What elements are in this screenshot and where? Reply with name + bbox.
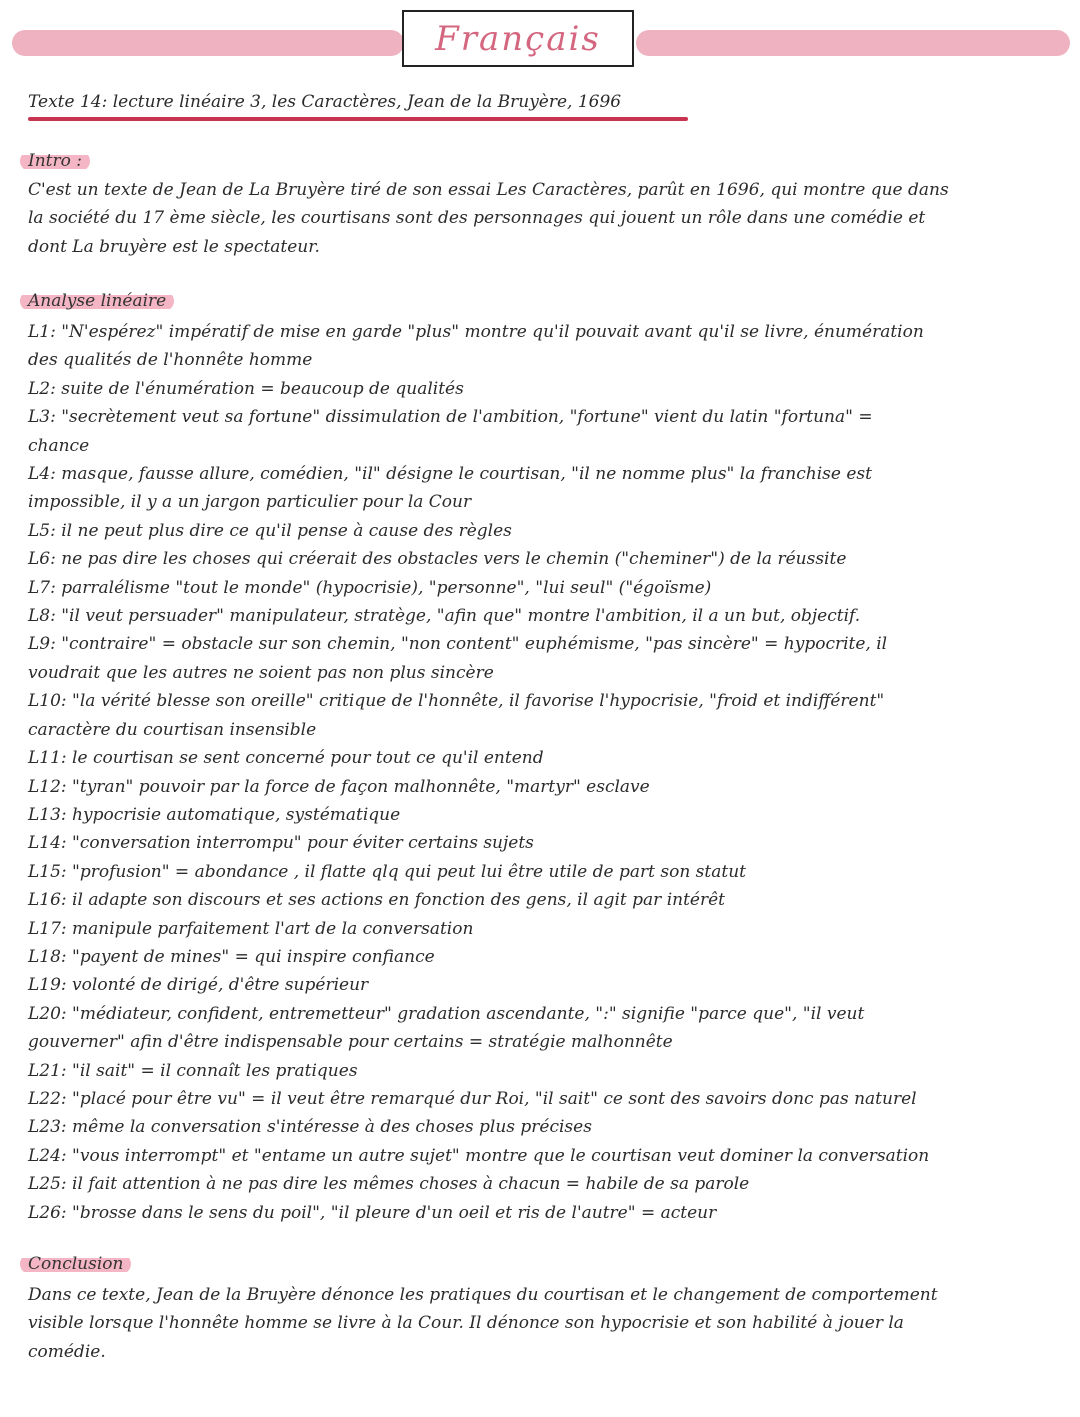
analyse-label: Analyse linéaire <box>20 291 174 311</box>
title-box <box>402 10 634 67</box>
analyse-line: L4: masque, fausse allure, comédien, "il" désigne le courtisan, "il ne nomme plus" la franchise est <box>28 464 872 485</box>
analyse-line: L19: volonté de dirigé, d'être supérieur <box>28 975 369 996</box>
analyse-line: L16: il adapte son discours et ses actions en fonction des gens, il agit par intérêt <box>28 890 725 911</box>
intro-line: la société du 17 ème siècle, les courtisans sont des personnages qui jouent un rôle dans une comédie et <box>28 208 926 229</box>
conclusion-paragraph <box>28 1281 1058 1366</box>
analyse-line: L23: même la conversation s'intéresse à des choses plus précises <box>28 1117 592 1138</box>
heading-underline <box>28 117 688 121</box>
intro-line: C'est un texte de Jean de La Bruyère tiré de son essai Les Caractères, parût en 1696, qui montre que dans <box>28 180 949 200</box>
header-banner-left <box>12 30 404 56</box>
analyse-line: caractère du courtisan insensible <box>28 719 317 740</box>
analyse-line: gouverner" afin d'être indispensable pour certains = stratégie malhonnête <box>28 1032 673 1053</box>
analyse-line: L2: suite de l'énumération = beaucoup de qualités <box>28 378 464 399</box>
analyse-line: L18: "payent de mines" = qui inspire confiance <box>28 946 435 967</box>
analyse-line: L6: ne pas dire les choses qui créerait des obstacles vers le chemin ("cheminer") de la réussite <box>28 549 847 570</box>
analyse-line: L24: "vous interrompt" et "entame un autre sujet" montre que le courtisan veut dominer la conversation <box>28 1145 930 1166</box>
conclusion-line: visible lorsque l'honnête homme se livre à la Cour. Il dénonce son hypocrisie et son habilité à jouer la <box>28 1313 904 1334</box>
intro-line: dont La bruyère est le spectateur. <box>28 236 320 257</box>
analyse-line: chance <box>28 435 90 456</box>
analyse-line: L11: le courtisan se sent concerné pour tout ce qu'il entend <box>28 748 544 769</box>
analyse-paragraph <box>28 318 1058 1227</box>
analyse-line: L26: "brosse dans le sens du poil", "il pleure d'un oeil et ris de l'autre" = acteur <box>28 1202 717 1223</box>
analyse-line: L22: "placé pour être vu" = il veut être remarqué dur Roi, "il sait" ce sont des savoirs donc pas naturel <box>28 1088 917 1109</box>
analyse-line: L9: "contraire" = obstacle sur son chemin, "non content" euphémisme, "pas sincère" = hypocrite, il <box>28 634 888 655</box>
analyse-line: des qualités de l'honnête homme <box>28 350 313 371</box>
analyse-line: L20: "médiateur, confident, entremetteur" gradation ascendante, ":" signifie "parce que", "il veut <box>28 1003 865 1024</box>
page-title: Français <box>435 18 601 59</box>
analyse-line: L1: "N'espérez" impératif de mise en garde "plus" montre qu'il pouvait avant qu'il se livre, énumération <box>28 322 924 342</box>
analyse-line: L21: "il sait" = il connaît les pratiques <box>28 1060 358 1081</box>
document-heading: Texte 14: lecture linéaire 3, les Caractères, Jean de la Bruyère, 1696 <box>28 92 622 112</box>
analyse-line: L10: "la vérité blesse son oreille" critique de l'honnête, il favorise l'hypocrisie, "froid et indifférent" <box>28 691 885 712</box>
conclusion-line: comédie. <box>28 1341 106 1362</box>
analyse-line: impossible, il y a un jargon particulier pour la Cour <box>28 492 472 513</box>
analyse-line: L13: hypocrisie automatique, systématique <box>28 804 401 825</box>
analyse-line: L25: il fait attention à ne pas dire les mêmes choses à chacun = habile de sa parole <box>28 1174 750 1195</box>
analyse-line: L5: il ne peut plus dire ce qu'il pense à cause des règles <box>28 520 512 541</box>
analyse-line: L15: "profusion" = abondance , il flatte qlq qui peut lui être utile de part son statut <box>28 861 746 882</box>
intro-paragraph <box>28 176 1058 261</box>
conclusion-label: Conclusion <box>20 1254 131 1274</box>
analyse-line: L8: "il veut persuader" manipulateur, stratège, "afin que" montre l'ambition, il a un but, objectif. <box>28 606 861 627</box>
analyse-line: L7: parralélisme "tout le monde" (hypocrisie), "personne", "lui seul" ("égoïsme) <box>28 577 712 598</box>
conclusion-line: Dans ce texte, Jean de la Bruyère dénonce les pratiques du courtisan et le changement de comportement <box>28 1285 938 1305</box>
analyse-line: voudrait que les autres ne soient pas non plus sincère <box>28 662 494 683</box>
intro-label: Intro : <box>20 151 90 171</box>
header-banner-right <box>636 30 1070 56</box>
analyse-line: L3: "secrètement veut sa fortune" dissimulation de l'ambition, "fortune" vient du latin "fortuna" = <box>28 407 873 428</box>
analyse-line: L14: "conversation interrompu" pour éviter certains sujets <box>28 833 534 854</box>
analyse-line: L12: "tyran" pouvoir par la force de façon malhonnête, "martyr" esclave <box>28 776 650 797</box>
analyse-line: L17: manipule parfaitement l'art de la conversation <box>28 918 474 939</box>
